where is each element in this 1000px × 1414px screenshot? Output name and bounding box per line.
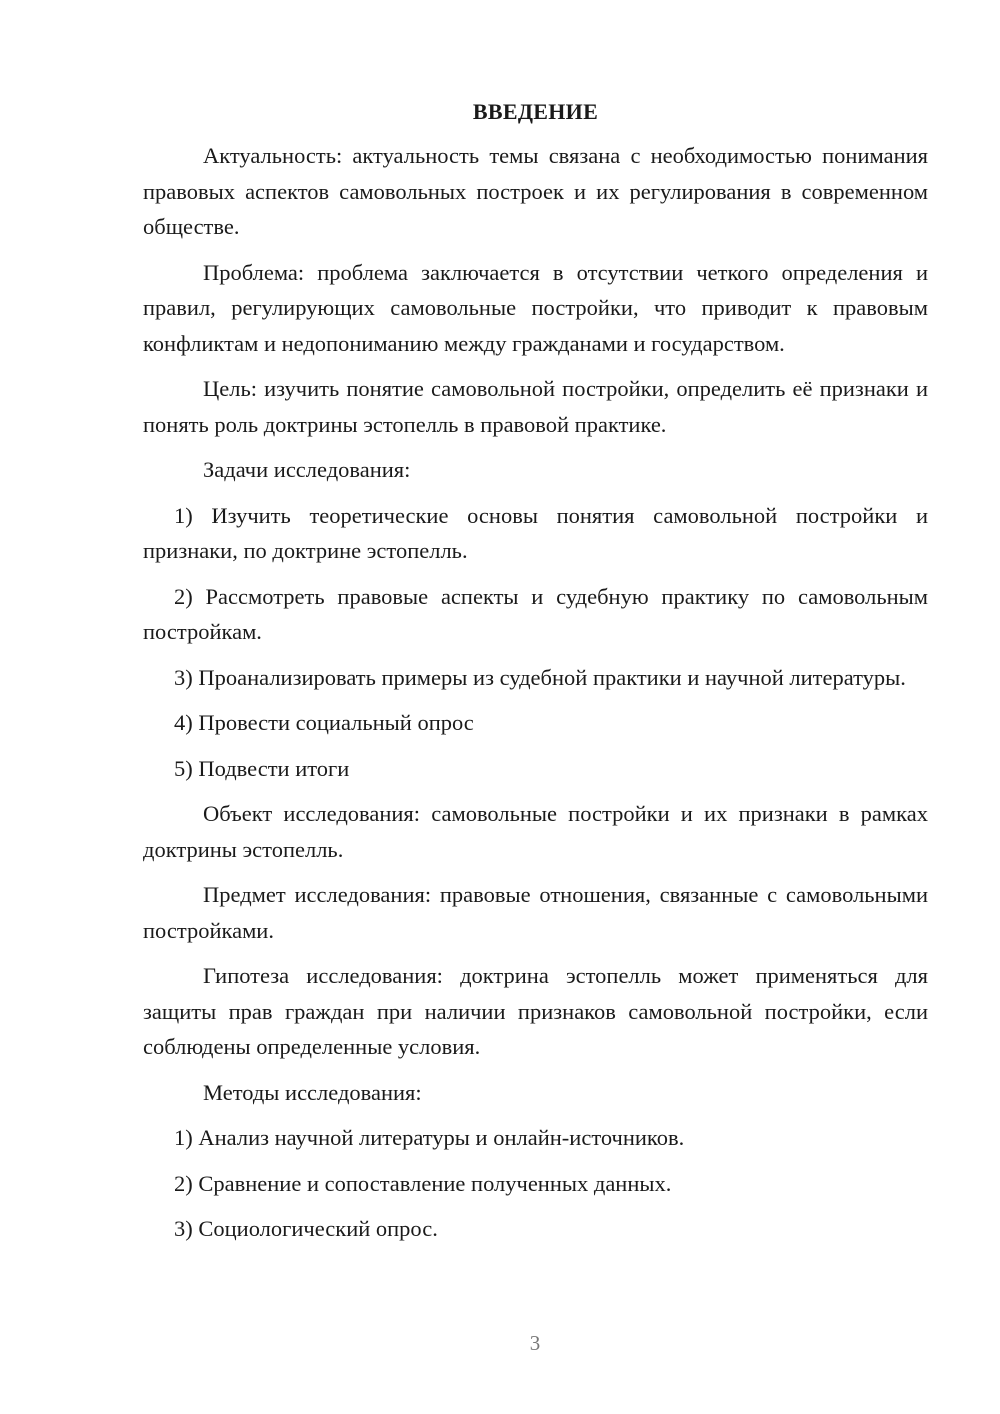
page-title: ВВЕДЕНИЕ	[472, 99, 599, 124]
method-item-1: 1) Анализ научной литературы и онлайн-источников.	[174, 1125, 685, 1150]
goal-paragraph: Цель: изучить понятие самовольной постройки, определить её признаки и понять роль доктрины эстопелль в правовой практике.	[143, 376, 928, 437]
task-item-4: 4) Провести социальный опрос	[174, 710, 474, 735]
task-item-1: 1) Изучить теоретические основы понятия самовольной постройки и признаки, по доктрине эстопелль.	[143, 502, 928, 563]
subject-paragraph: Предмет исследования: правовые отношения, связанные с самовольными постройками.	[143, 882, 928, 943]
task-item-5: 5) Подвести итоги	[174, 755, 350, 781]
methods-heading: Методы исследования:	[203, 1079, 422, 1105]
task-item-3: 3) Проанализировать примеры из судебной практики и научной литературы.	[174, 664, 906, 690]
method-item-3: 3) Социологический опрос.	[174, 1216, 438, 1241]
object-paragraph: Объект исследования: самовольные постройки и их признаки в рамках доктрины эстопелль.	[143, 801, 928, 862]
task-item-2: 2) Рассмотреть правовые аспекты и судебную практику по самовольным постройкам.	[143, 583, 928, 644]
document-page	[143, 96, 928, 1257]
problem-paragraph: Проблема: проблема заключается в отсутствии четкого определения и правил, регулирующих самовольные постройки, что приводит к правовым конфликтам и недопониманию между гражданами и государством.	[143, 259, 928, 356]
relevance-paragraph: Актуальность: актуальность темы связана с необходимостью понимания правовых аспектов самовольных построек и их регулирования в современном обществе.	[143, 143, 928, 239]
hypothesis-paragraph: Гипотеза исследования: доктрина эстопелль может применяться для защиты прав граждан при наличии признаков самовольной постройки, если соблюдены определенные условия.	[143, 963, 928, 1059]
page-number: 3	[529, 1331, 541, 1355]
tasks-heading: Задачи исследования:	[203, 457, 411, 482]
method-item-2: 2) Сравнение и сопоставление полученных данных.	[174, 1170, 672, 1196]
